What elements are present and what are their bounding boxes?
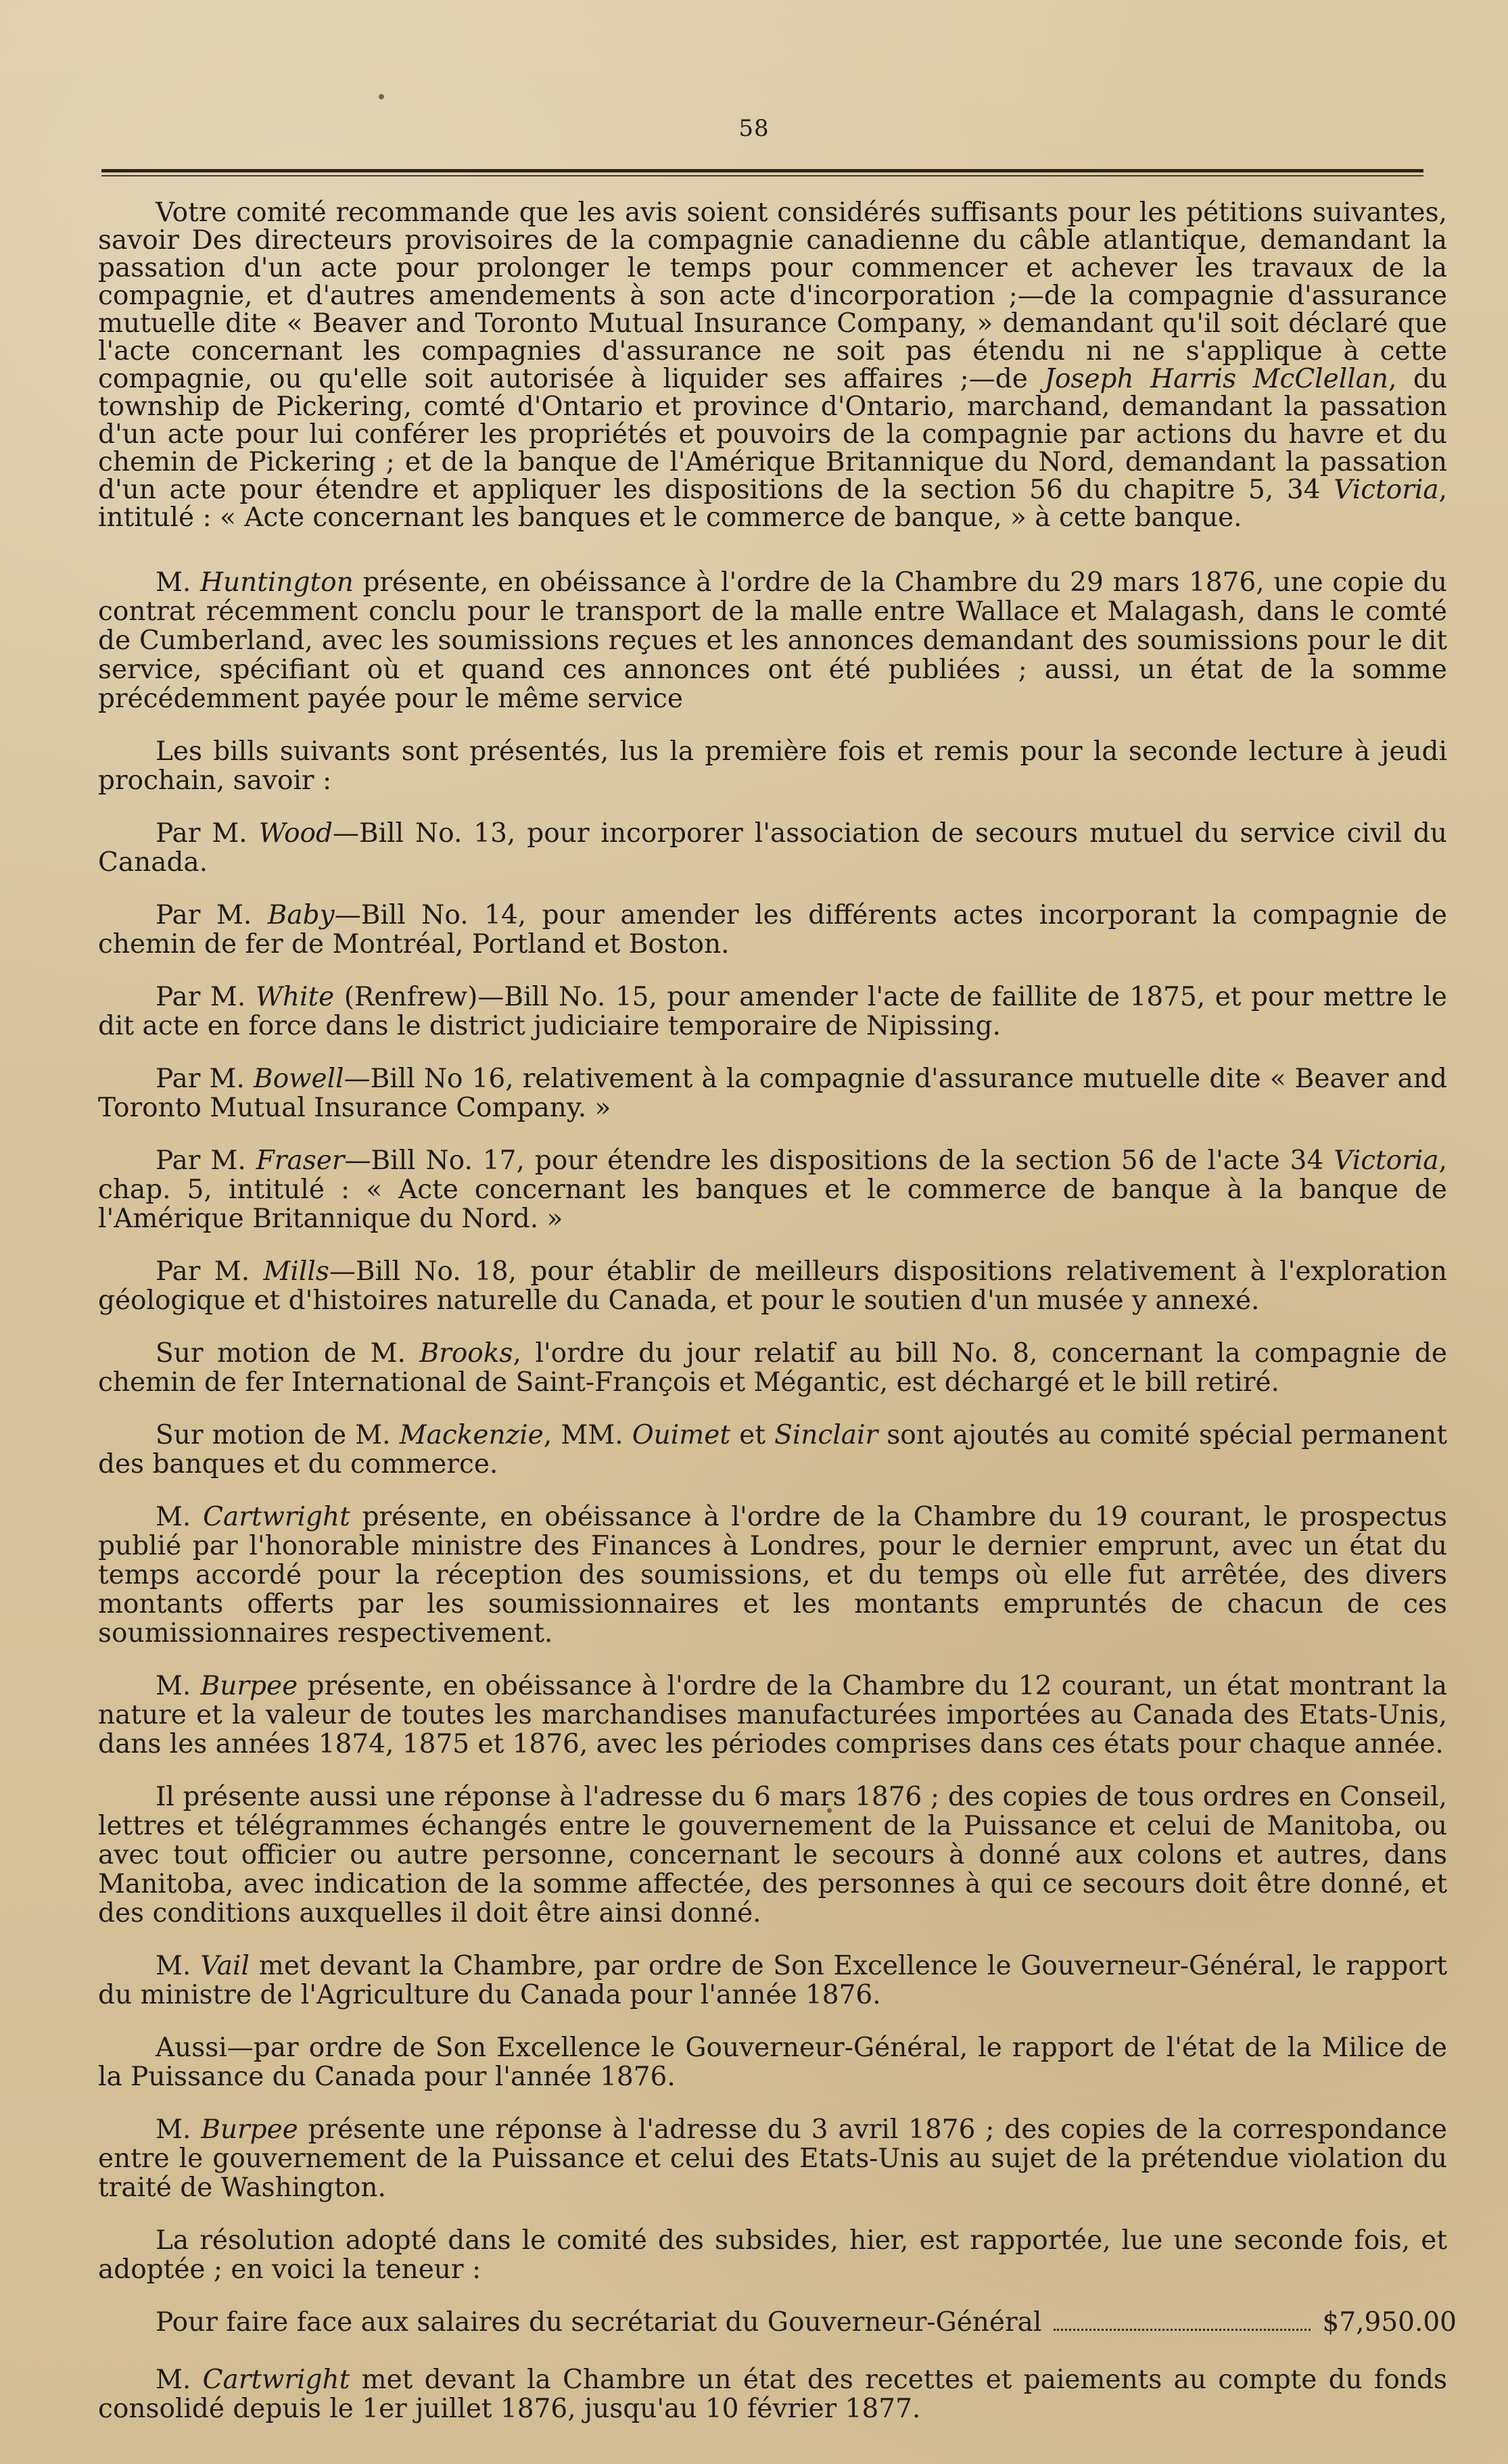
budget-label: Pour faire face aux salaires du secrétariat du Gouverneur-Général bbox=[156, 2307, 1042, 2338]
member-name: Huntington bbox=[200, 567, 354, 598]
prefix: M. bbox=[156, 1502, 204, 1532]
paragraph-wood bbox=[98, 819, 1447, 877]
prefix: Par M. bbox=[156, 982, 256, 1012]
member-name: Cartwright bbox=[202, 2365, 350, 2395]
rule-line-thin bbox=[101, 175, 1423, 176]
intro-text-a: Votre comité recommande que les avis soient considérés suffisants pour les pétitions suivantes, savoir Des directeurs provisoires de la compagnie canadienne du câble atlantique, demandant la passation d'un acte pour prolonger le temps pour commencer et achever les travaux de la compagnie, et d'autres amendements à son acte d'incorporation ;—de la compagnie d'assurance mutuelle dite « Beaver and Toronto Mutual Insurance Company, » demandant qu'il soit déclaré que l'acte concernant les compagnies d'assurance ne soit pas étendu ni ne s'applique à cette compagnie, ou qu'elle soit autorisée à liquider ses affaires ;—de bbox=[98, 197, 1447, 394]
paragraph-text-a: —Bill No. 17, pour étendre les dispositions de la section 56 de l'acte 34 bbox=[344, 1145, 1334, 1176]
paragraph-text: met devant la Chambre, par ordre de Son Excellence le Gouverneur-Général, le rapport du ministre de l'Agriculture du Canada pour l'année 1876. bbox=[98, 1951, 1447, 2010]
paragraph-text: met devant la Chambre un état des recettes et paiements au compte du fonds consolidé depuis le 1er juillet 1876, jusqu'au 10 février 1877. bbox=[98, 2365, 1447, 2424]
member-name: Burpee bbox=[200, 1671, 298, 1701]
intro-text-b: , du township de Pickering, comté d'Ontario et province d'Ontario, marchand, demandant la passation d'un acte pour lui conférer les propriétés et pouvoirs de la compagnie par actions du havre et du chemin de Pickering ; et de la banque de l'Amérique Britannique du Nord, demandant la passation d'un acte pour étendre et appliquer les dispositions de la section 56 du chapitre 5, 34 bbox=[98, 364, 1448, 505]
member-name: Fraser bbox=[256, 1145, 345, 1176]
intro-text-c: , intitulé : « Acte concernant les banques et le commerce de banque, » à cette banque. bbox=[98, 475, 1447, 533]
rule-line-thick bbox=[101, 169, 1423, 172]
prefix: M. bbox=[156, 567, 201, 598]
paragraph-text: —Bill No 16, relativement à la compagnie d'assurance mutuelle dite « Beaver and Toronto Mutual Insurance Company. » bbox=[98, 1064, 1447, 1123]
member-name: Vail bbox=[200, 1951, 250, 1981]
paragraph-vail bbox=[98, 1951, 1447, 2010]
paragraph-resolution: La résolution adopté dans le comité des subsides, hier, est rapportée, lue une seconde fois, et adoptée ; en voici la teneur : bbox=[98, 2225, 1447, 2285]
prefix: Sur motion de M. bbox=[156, 1420, 400, 1450]
paragraph-text: —Bill No. 13, pour incorporer l'association de secours mutuel du service civil du Canada. bbox=[98, 818, 1447, 878]
paragraph-text: présente, en obéissance à l'ordre de la Chambre du 19 courant, le prospectus publié par l'honorable ministre des Finances à Londres, pour le dernier emprunt, avec un état du temps accordé pour la réception des soumissions, et du temps où elle fut arrêtée, des divers montants offerts par les soumissionnaires et les montants empruntés de chacun de ces soumissionnaires respectivement. bbox=[98, 1502, 1447, 1649]
member-name: Wood bbox=[258, 818, 333, 849]
paragraph-aussi: Aussi—par ordre de Son Excellence le Gouverneur-Général, le rapport de l'état de la Milice de la Puissance du Canada pour l'année 1876. bbox=[98, 2033, 1447, 2092]
paragraph-huntington bbox=[98, 568, 1447, 713]
leader-dots bbox=[1054, 2329, 1310, 2331]
prefix: M. bbox=[156, 1951, 201, 1981]
paragraph-text-b: et bbox=[730, 1420, 775, 1450]
person-name: Joseph Harris McClellan bbox=[1044, 364, 1389, 394]
victoria-name: Victoria bbox=[1334, 1145, 1439, 1176]
budget-amount: $7,950.00 bbox=[1322, 2307, 1457, 2338]
member-name: Baby bbox=[267, 900, 335, 930]
paragraph-burpee-3 bbox=[98, 2115, 1447, 2202]
member-name: Burpee bbox=[201, 2114, 298, 2145]
member-name: Cartwright bbox=[203, 1502, 350, 1532]
intro-paragraph bbox=[98, 199, 1447, 531]
paragraph-text: présente une réponse à l'adresse du 3 avril 1876 ; des copies de la correspondance entre le gouvernement de la Puissance et celui des Etats-Unis au sujet de la prétendue violation du traité de Washington. bbox=[98, 2114, 1447, 2203]
prefix: M. bbox=[156, 2114, 202, 2145]
member-name: Mackenzie bbox=[399, 1420, 544, 1450]
paragraph-text: présente, en obéissance à l'ordre de la Chambre du 29 mars 1876, une copie du contrat récemment conclu pour le transport de la malle entre Wallace et Malagash, dans le comté de Cumberland, avec les soumissions reçues et les annonces demandant des soumissions pour le dit service, spécifiant où et quand ces annonces ont été publiées ; aussi, un état de la somme précédemment payée pour le même service bbox=[98, 567, 1447, 714]
paragraph-white bbox=[98, 982, 1447, 1041]
paragraph-text: présente, en obéissance à l'ordre de la Chambre du 12 courant, un état montrant la nature et la valeur de toutes les marchandises manufacturées importées au Canada des Etats-Unis, dans les années 1874, 1875 et 1876, avec les périodes comprises dans ces états pour chaque année. bbox=[98, 1671, 1447, 1759]
member-name: White bbox=[255, 982, 335, 1012]
prefix: Par M. bbox=[156, 1064, 254, 1094]
paragraph-bowell bbox=[98, 1064, 1447, 1122]
member-name: Mills bbox=[263, 1256, 329, 1287]
member-name-3: Sinclair bbox=[774, 1420, 878, 1450]
paragraph-text: —Bill No. 18, pour établir de meilleurs dispositions relativement à l'exploration géologique et d'histoires naturelle du Canada, et pour le soutien d'un musée y annexé. bbox=[98, 1256, 1448, 1316]
paragraph-fraser bbox=[98, 1146, 1447, 1233]
prefix: M. bbox=[156, 2365, 203, 2395]
member-name-2: Ouimet bbox=[632, 1420, 731, 1450]
ink-speck bbox=[379, 94, 384, 99]
prefix: Par M. bbox=[156, 1145, 256, 1176]
page-number: 58 bbox=[738, 115, 770, 142]
victoria-name: Victoria bbox=[1334, 475, 1439, 505]
paragraph-mackenzie bbox=[98, 1421, 1447, 1479]
paragraph-cartwright-1 bbox=[98, 1502, 1447, 1648]
paragraph-text-a: , MM. bbox=[543, 1420, 632, 1450]
prefix: Par M. bbox=[156, 818, 259, 849]
paragraph-baby bbox=[98, 901, 1447, 959]
paragraph-cartwright-2 bbox=[98, 2365, 1447, 2423]
paragraph-text: , l'ordre du jour relatif au bill No. 8, concernant la compagnie de chemin de fer International de Saint-François et Mégantic, est déchargé et le bill retiré. bbox=[98, 1338, 1447, 1398]
paragraph-burpee-1 bbox=[98, 1672, 1447, 1759]
paragraph-burpee-2: Il présente aussi une réponse à l'adresse du 6 mars 1876 ; des copies de tous ordres en Conseil, lettres et télégrammes échangés entre le gouvernement de la Puissance et celui de Manitoba, ou avec tout officier ou autre personne, concernant le secours à donné aux colons et autres, dans Manitoba, avec indication de la somme affectée, des personnes à qui ce secours doit être donné, et des conditions auxquelles il doit être ainsi donné. bbox=[98, 1782, 1447, 1928]
prefix: Par M. bbox=[156, 1256, 264, 1287]
prefix: Par M. bbox=[156, 900, 268, 930]
paragraph-text: (Renfrew)—Bill No. 15, pour amender l'acte de faillite de 1875, et pour mettre le dit acte en force dans le district judiciaire temporaire de Nipissing. bbox=[98, 982, 1447, 1041]
budget-line bbox=[156, 2308, 1457, 2337]
paragraph-brooks bbox=[98, 1339, 1447, 1397]
paragraph-text-c: sont ajoutés au comité spécial permanent des banques et du commerce. bbox=[98, 1420, 1448, 1479]
paragraph-mills bbox=[98, 1257, 1447, 1315]
prefix: Sur motion de M. bbox=[156, 1338, 420, 1369]
top-rule bbox=[101, 168, 1423, 179]
paragraph-text-b: , chap. 5, intitulé : « Acte concernant les banques et le commerce de banque à la banque de l'Amérique Britannique du Nord. » bbox=[98, 1145, 1447, 1234]
prefix: M. bbox=[156, 1671, 201, 1701]
member-name: Bowell bbox=[254, 1064, 344, 1094]
paragraph-text: —Bill No. 14, pour amender les différents actes incorporant la compagnie de chemin de fer de Montréal, Portland et Boston. bbox=[98, 900, 1447, 959]
content-body bbox=[98, 197, 1457, 2447]
paragraph-bills-intro: Les bills suivants sont présentés, lus la première fois et remis pour la seconde lecture à jeudi prochain, savoir : bbox=[98, 736, 1447, 796]
member-name: Brooks bbox=[419, 1338, 513, 1369]
